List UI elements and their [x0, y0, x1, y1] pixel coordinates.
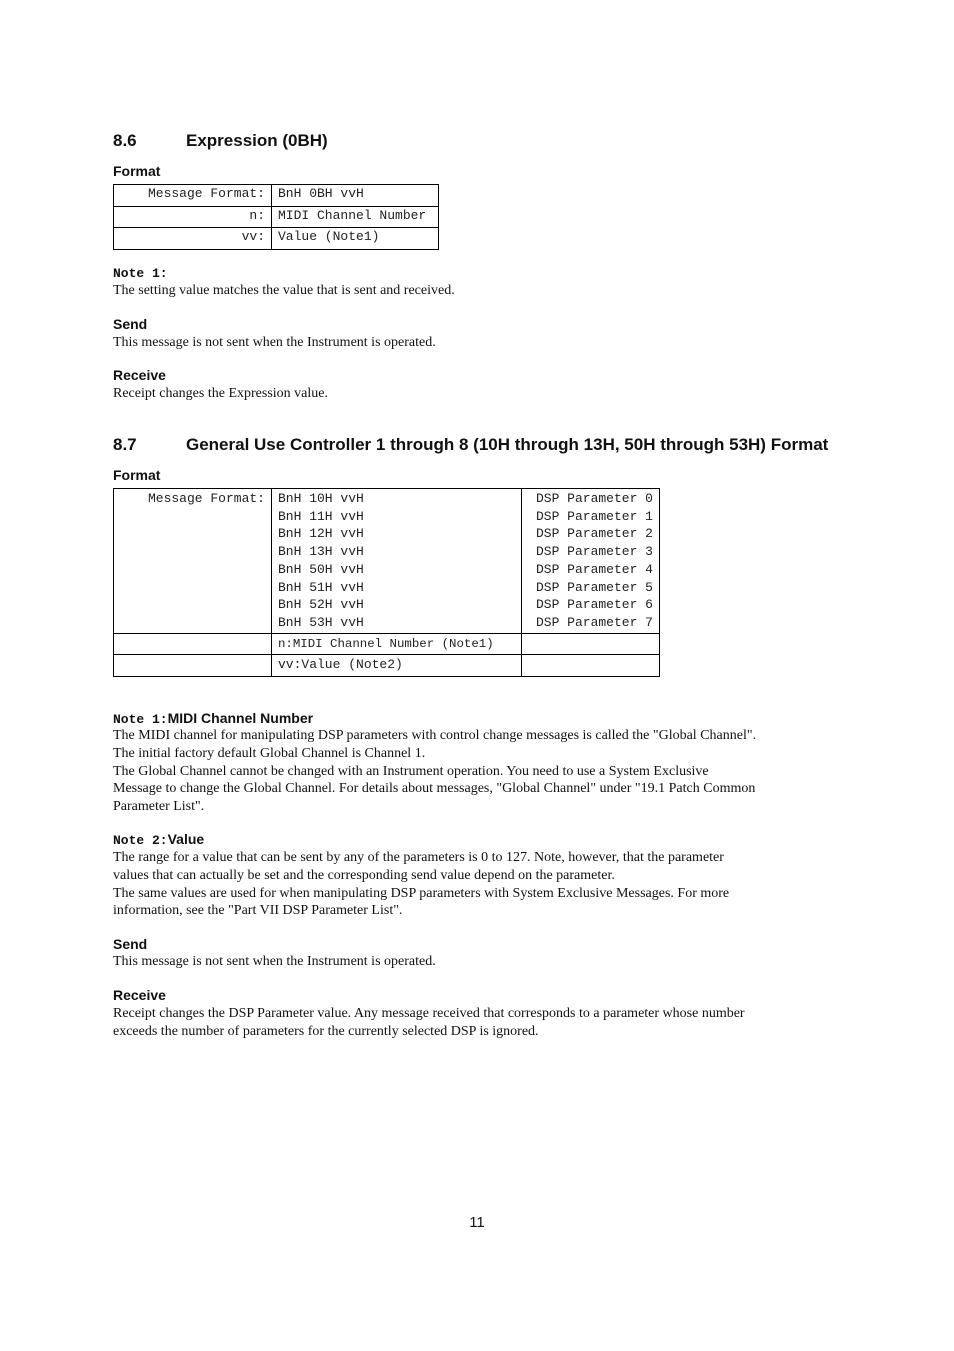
section-number: 8.7: [113, 435, 137, 454]
note-2-line: values that can actually be set and the corresponding send value depend on the parameter.: [113, 867, 615, 883]
receive-line: Receipt changes the DSP Parameter value. Any message received that corresponds to a parameter whose number: [113, 1006, 745, 1021]
table-row: [114, 655, 660, 677]
note-1-line: Parameter List".: [113, 799, 205, 815]
table-cell-value: n:MIDI Channel Number (Note1): [272, 633, 522, 655]
param-line: DSP Parameter 3: [535, 544, 653, 560]
table-cell-empty: [114, 633, 272, 655]
table-cell-label: vv:: [114, 228, 272, 250]
table-row: [114, 206, 439, 228]
send-heading: Send: [113, 316, 148, 332]
note-2-body: [113, 849, 853, 920]
note-1-body: [113, 727, 853, 816]
table-cell-label: Message Format:: [114, 489, 272, 634]
receive-text: Receipt changes the Expression value.: [113, 386, 328, 401]
receive-heading: Receive: [113, 367, 166, 383]
table-cell-params: [522, 489, 660, 634]
note-1-title: MIDI Channel Number: [167, 710, 314, 726]
section-8-7-heading: [113, 435, 828, 455]
table-cell-empty: [522, 633, 660, 655]
message-line: BnH 50H vvH: [278, 561, 364, 577]
note-2-label: [113, 831, 204, 848]
note-1-line: The Global Channel cannot be changed with an Instrument operation. You need to use a System Exclusive: [113, 763, 709, 779]
send-text: This message is not sent when the Instrument is operated.: [113, 954, 436, 969]
receive-body: [113, 1005, 853, 1041]
receive-line: exceeds the number of parameters for the currently selected DSP is ignored.: [113, 1023, 539, 1039]
param-line: DSP Parameter 7: [535, 614, 653, 630]
format-heading: Format: [113, 467, 161, 483]
table-cell-value: vv:Value (Note2): [272, 655, 522, 677]
note-1-line: Message to change the Global Channel. For details about messages, "Global Channel" under "19.1 Patch Common: [113, 781, 756, 797]
table-cell-value: MIDI Channel Number: [272, 206, 439, 228]
message-line: BnH 52H vvH: [278, 597, 364, 613]
page-number: 11: [469, 1214, 485, 1231]
note-2-line: The range for a value that can be sent by any of the parameters is 0 to 127. Note, however, that the parameter: [113, 850, 724, 865]
table-row: [114, 185, 439, 207]
param-line: DSP Parameter 6: [535, 597, 653, 613]
table-row: [114, 489, 660, 634]
table-cell-empty: [114, 655, 272, 677]
section-8-6-heading: [113, 131, 328, 151]
note-2-line: information, see the "Part VII DSP Parameter List".: [113, 903, 403, 919]
note-1-text: The setting value matches the value that is sent and received.: [113, 283, 455, 298]
table-row: [114, 228, 439, 250]
note-2-title: Value: [167, 831, 205, 847]
table-cell-messages: [272, 489, 522, 634]
section-number: 8.6: [113, 131, 137, 150]
message-line: BnH 13H vvH: [278, 544, 364, 560]
param-line: DSP Parameter 0: [535, 491, 653, 506]
format-heading: Format: [113, 163, 161, 179]
table-cell-label: n:: [114, 206, 272, 228]
section-title: General Use Controller 1 through 8 (10H through 13H, 50H through 53H) Format: [186, 435, 829, 454]
table-cell-label: Message Format:: [114, 185, 272, 207]
note-1-label: [113, 710, 313, 727]
param-line: DSP Parameter 4: [535, 561, 653, 577]
note-1-line: The MIDI channel for manipulating DSP parameters with control change messages is called the "Global Channel".: [113, 728, 757, 743]
send-text: This message is not sent when the Instrument is operated.: [113, 335, 436, 350]
param-line: DSP Parameter 1: [535, 508, 653, 524]
note-1-label: Note 1:: [113, 266, 168, 281]
note-2-line: The same values are used for when manipulating DSP parameters with System Exclusive Messages. For more: [113, 885, 730, 901]
table-cell-value: BnH 0BH vvH: [272, 185, 439, 207]
message-line: BnH 51H vvH: [278, 579, 364, 595]
send-heading: Send: [113, 936, 148, 952]
section-title: Expression (0BH): [186, 131, 328, 150]
table-cell-empty: [522, 655, 660, 677]
message-line: BnH 12H vvH: [278, 526, 364, 542]
note-1-code: Note 1:: [113, 712, 168, 727]
general-controller-format-table: [113, 488, 660, 677]
expression-format-table: [113, 184, 439, 250]
note-1-line: The initial factory default Global Channel is Channel 1.: [113, 745, 426, 761]
note-2-code: Note 2:: [113, 833, 168, 848]
message-line: BnH 10H vvH: [278, 491, 364, 506]
message-line: BnH 53H vvH: [278, 614, 364, 630]
message-line: BnH 11H vvH: [278, 508, 364, 524]
table-row: [114, 633, 660, 655]
param-line: DSP Parameter 2: [535, 526, 653, 542]
param-line: DSP Parameter 5: [535, 579, 653, 595]
table-cell-value: Value (Note1): [272, 228, 439, 250]
receive-heading: Receive: [113, 987, 166, 1003]
